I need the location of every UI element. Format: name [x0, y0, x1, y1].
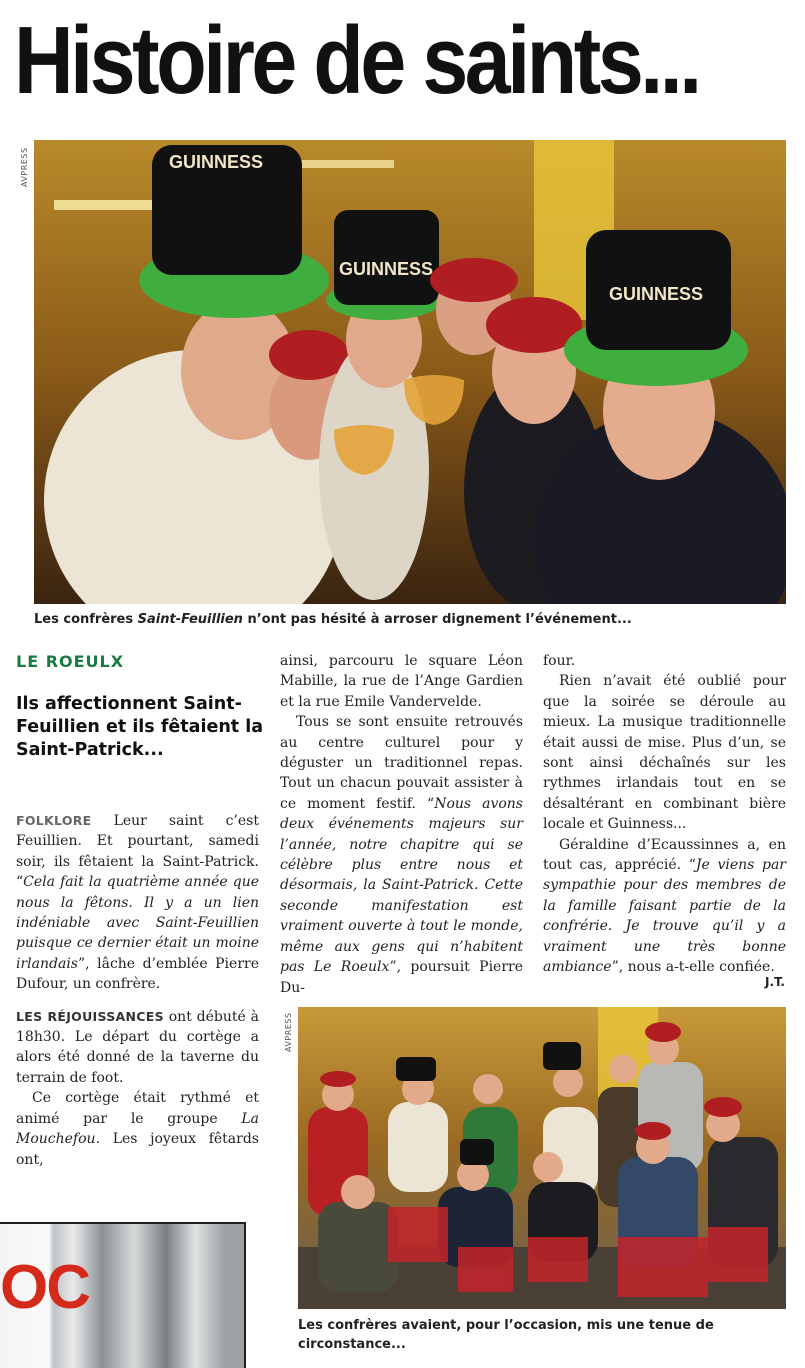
photo-credit: AVPRESS: [284, 1012, 293, 1052]
group-photo-kilts: [298, 1007, 786, 1309]
headline: Histoire de saints...: [14, 7, 699, 114]
subheadline: Ils affectionnent Saint-Feuillien et ils fêtaient la Saint-Patrick...: [16, 694, 264, 760]
lead-rejouissances: LES RÉJOUISSANCES: [16, 1008, 164, 1024]
section-kicker: LE ROEULX: [16, 652, 125, 671]
photo-credit: AVPRESS: [20, 147, 29, 187]
photo-caption-2: Les confrères avaient, pour l’occasion, mis une tenue de circonstance...: [298, 1318, 714, 1352]
photo-caption-1: Les confrères Saint-Feuillien n’ont pas hésité à arroser dignement l’événement...: [34, 612, 632, 627]
photo-scene-2: [298, 1007, 786, 1309]
article-column-2: ainsi, parcouru le square Léon Mabille, la rue de l’Ange Gardien et la rue Emile Vandervelde. Tous se sont ensuite retrouvés au centre culturel pour y déguster un traditionnel repas. Tout un chacun pouvait assister à ce moment festif. “Nous avons deux événements majeurs sur l’année, notre chapitre qui se célèbre plus entre nous et désormais, la Saint-Patrick. Cette seconde manifestation est vraiment ouverte à tout le monde, même aux gens qui n’habitent pas Le Roeulx”, poursuit Pierre Du-: [280, 653, 524, 996]
advertisement: [0, 1222, 246, 1368]
article-column-1: FOLKLORE Leur saint c’est Feuillien. Et pourtant, samedi soir, ils fêtaient la Saint-Patrick. “Cela fait la quatrième année que nous la fêtons. Il y a un lien indéniable avec Saint-Feuillien puisque ce dernier était un moine irlandais”, lâche d’emblée Pierre Dufour, un confrère. LES RÉJOUISSANCES ont débuté à 18h30. Le départ du cortège a alors été donné de la taverne du terrain de foot. Ce cortège était rythmé et animé par le groupe La Mouchefou. Les joyeux fêtards ont,: [16, 813, 260, 1168]
lead-folklore: FOLKLORE: [16, 813, 92, 828]
author-signature: J.T.: [765, 975, 785, 989]
group-photo-toast: [34, 140, 786, 604]
hat-label: GUINNESS: [609, 284, 704, 304]
hat-label: GUINNESS: [169, 152, 264, 172]
photo-scene-1: [34, 140, 786, 604]
ad-text: OC: [0, 1253, 89, 1322]
hat-label: GUINNESS: [339, 259, 434, 279]
article-column-3: four. Rien n’avait été oublié pour que la soirée se déroule au mieux. La musique traditionnelle était aussi de mise. Plus d’un, se sont ainsi déchaînés sur les rythmes irlandais tout en se désaltérant en combinant bière locale et Guinness... Géraldine d’Ecaussinnes a, en tout cas, apprécié. “Je viens par sympathie pour des membres de la famille faisant partie de la confrérie. Je trouve qu’il y a vraiment une très bonne ambiance”, nous a-t-elle confiée.: [543, 653, 786, 976]
